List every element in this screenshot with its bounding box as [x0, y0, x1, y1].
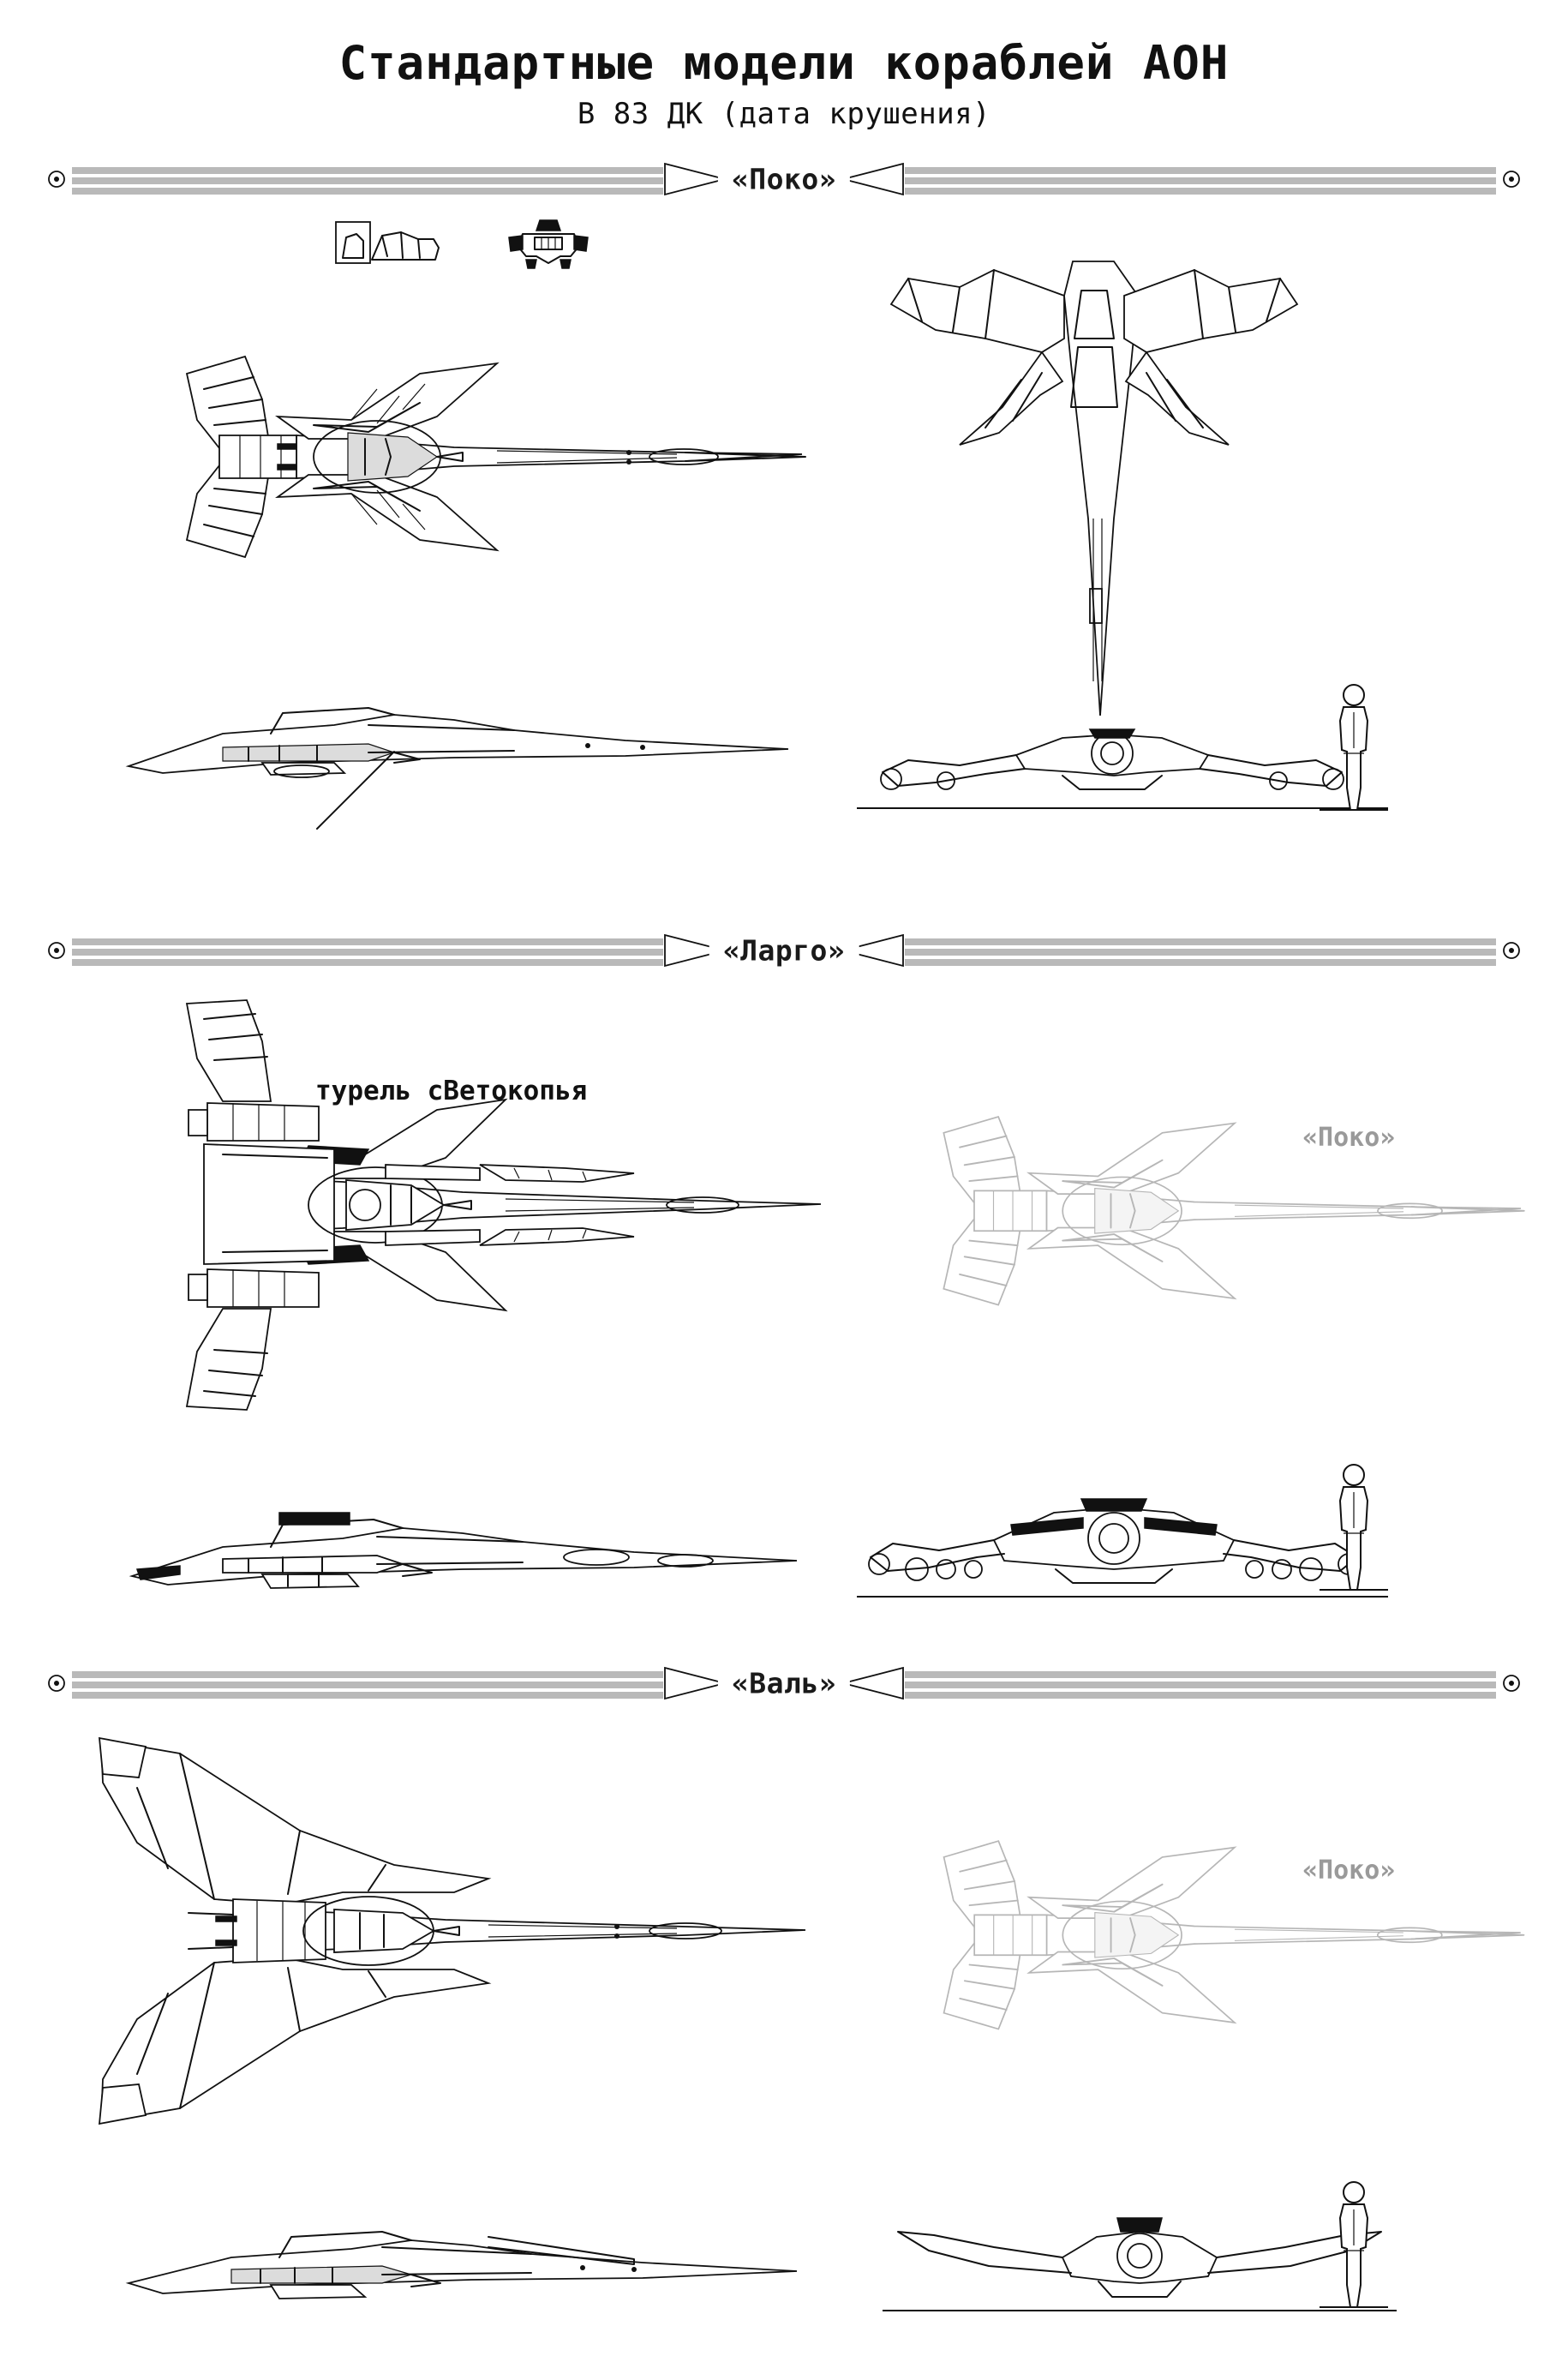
largo-front-elevation — [857, 1487, 1388, 1619]
divider-bars-left — [72, 167, 663, 195]
human-scale-figure-val — [1320, 2179, 1388, 2328]
views-largo — [0, 973, 1568, 1658]
page-title: Стандартные модели кораблей АОН — [338, 36, 1230, 90]
divider-bars-left — [72, 938, 663, 966]
poko-top-view — [94, 249, 788, 663]
ghost-label-val: «Поко» — [1302, 1855, 1396, 1885]
section-divider-largo — [43, 928, 1525, 973]
title-block — [0, 0, 1568, 131]
section-divider-val — [43, 1661, 1525, 1706]
human-scale-figure-poko — [1320, 681, 1388, 830]
divider-end-dot-left-core — [54, 948, 59, 953]
val-side-view — [120, 2203, 797, 2352]
section-label-largo: «Ларго» — [709, 933, 859, 967]
section-label-poko: «Поко» — [718, 162, 850, 195]
divider-arrow-right — [843, 164, 903, 195]
poko-perspective-view — [857, 236, 1337, 770]
human-scale-figure-largo — [1320, 1461, 1388, 1610]
divider-end-dot-right-core — [1509, 948, 1514, 953]
callout-label-turret: турель сВетокопья — [315, 1075, 588, 1106]
val-ghost-poko-top — [857, 1740, 1508, 2129]
divider-end-dot-left-core — [54, 177, 59, 182]
views-val — [0, 1706, 1568, 2374]
section-divider-poko — [43, 157, 1525, 201]
ghost-label-largo: «Поко» — [1302, 1122, 1396, 1153]
largo-top-view — [103, 990, 823, 1422]
section-largo — [0, 928, 1568, 1661]
section-val — [0, 1661, 1568, 2372]
divider-arrow-left — [665, 1668, 725, 1699]
section-label-val: «Валь» — [718, 1666, 850, 1700]
callout-leader-line — [291, 750, 463, 844]
divider-end-dot-right-core — [1509, 177, 1514, 182]
val-top-view — [86, 1723, 805, 2129]
largo-ghost-poko-top — [857, 1007, 1508, 1413]
divider-bars-right — [905, 167, 1496, 195]
divider-end-dot-right-core — [1509, 1681, 1514, 1686]
divider-bars-right — [905, 938, 1496, 966]
poko-front-elevation — [857, 707, 1388, 830]
divider-arrow-left — [665, 164, 725, 195]
divider-end-dot-left-core — [54, 1681, 59, 1686]
divider-bars-left — [72, 1671, 663, 1699]
divider-bars-right — [905, 1671, 1496, 1699]
page-subtitle: В 83 ДК (дата крушения) — [577, 96, 991, 131]
divider-arrow-right — [843, 1668, 903, 1699]
largo-side-view — [120, 1487, 797, 1645]
